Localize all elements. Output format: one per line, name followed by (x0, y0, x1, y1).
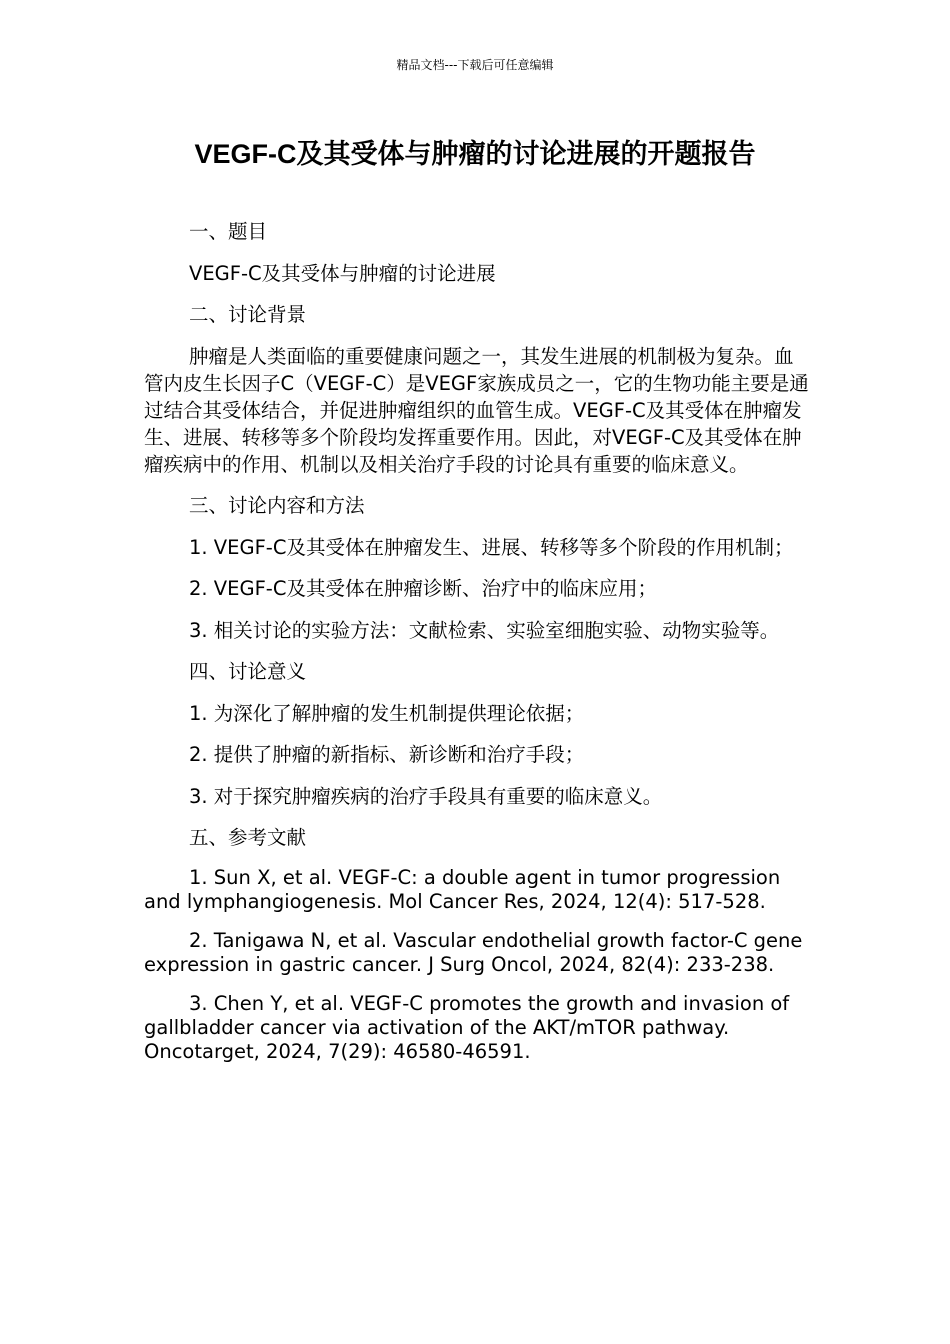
section-4-heading: 四、讨论意义 (189, 660, 307, 683)
header-note: 精品文档---下载后可任意编辑 (396, 58, 554, 72)
section-1-text: VEGF-C及其受体与肿瘤的讨论进展 (189, 261, 496, 285)
section-1-heading: 一、题目 (189, 220, 268, 243)
section-5-heading: 五、参考文献 (189, 826, 307, 849)
document-title: VEGF-C及其受体与肿瘤的讨论进展的开题报告 (194, 139, 756, 169)
section-3-item: 3. 相关讨论的实验方法：文献检索、实验室细胞实验、动物实验等。 (189, 618, 780, 642)
section-4-item: 3. 对于探究肿瘤疾病的治疗手段具有重要的临床意义。 (189, 784, 663, 808)
section-3-item: 1. VEGF-C及其受体在肿瘤发生、进展、转移等多个阶段的作用机制； (189, 535, 794, 559)
section-2-heading: 二、讨论背景 (189, 303, 307, 326)
section-2-text: 肿瘤是人类面临的重要健康问题之一，其发生进展的机制极为复杂。血管内皮生长因子C（VEGF-C）是VEGF家族成员之一，它的生物功能主要是通过结合其受体结合，并促进肿瘤组织的血管生成。VEGF-C及其受体在肿瘤发生、进展、转移等多个阶段均发挥重要作用。因此，对VEGF-C及其受体在肿瘤疾病中的作用、机制以及相关治疗手段的讨论具有重要的临床意义。 (144, 344, 809, 476)
document-body (144, 218, 809, 1079)
section-3-heading: 三、讨论内容和方法 (189, 494, 365, 517)
reference-item: 1. Sun X, et al. VEGF-C: a double agent in tumor progression and lymphangiogenesis. Mol Cancer Res, 2024, 12(4): 517-528. (144, 865, 781, 913)
reference-item: 2. Tanigawa N, et al. Vascular endothelial growth factor-C gene expression in gastric cancer. J Surg Oncol, 2024, 82(4): 233-238. (144, 928, 803, 976)
section-4-item: 2. 提供了肿瘤的新指标、新诊断和治疗手段； (189, 743, 585, 766)
section-3-item: 2. VEGF-C及其受体在肿瘤诊断、治疗中的临床应用； (189, 577, 657, 600)
reference-item: 3. Chen Y, et al. VEGF-C promotes the growth and invasion of gallbladder cancer via activation of the AKT/mTOR pathway. Oncotarget, 2024, 7(29): 46580-46591. (144, 991, 790, 1063)
section-4-item: 1. 为深化了解肿瘤的发生机制提供理论依据； (189, 701, 585, 725)
